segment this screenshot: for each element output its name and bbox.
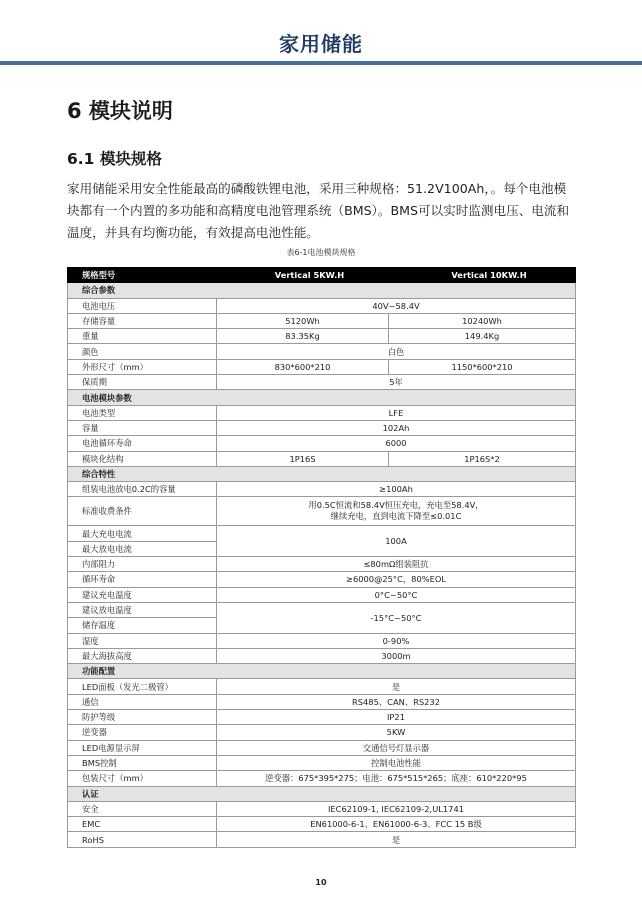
row-label: 重量: [68, 329, 217, 344]
row-label: 保质期: [68, 375, 217, 390]
section-row-general: [68, 283, 576, 298]
row-label: 存储容量: [68, 313, 217, 328]
table-row: [68, 497, 576, 526]
row-label: 逆变器: [68, 725, 217, 740]
row-value: IEC62109-1, IEC62109-2,UL1741: [217, 801, 576, 816]
row-value-5kwh: 5120Wh: [217, 313, 389, 328]
row-value: 102Ah: [217, 420, 576, 435]
row-value: 3000m: [217, 648, 576, 663]
row-label: 外形尺寸（mm）: [68, 359, 217, 374]
table-row: [68, 557, 576, 572]
table-row: [68, 572, 576, 587]
row-value-5kwh: 83.35Kg: [217, 329, 389, 344]
row-label: LED面板（发光二极管）: [68, 679, 217, 694]
page-header: [0, 0, 642, 66]
row-value-5kwh: 830*600*210: [217, 359, 389, 374]
row-label: 颜色: [68, 344, 217, 359]
row-label: 最大海拔高度: [68, 648, 217, 663]
row-value: 是: [217, 679, 576, 694]
subsection-title: 6.1 模块规格: [67, 150, 162, 168]
row-value: LFE: [217, 405, 576, 420]
header-rule: [0, 61, 642, 65]
row-value: 100A: [217, 526, 576, 557]
section-label: 综合特性: [68, 466, 576, 481]
col-header-model: 规格型号: [68, 268, 217, 283]
section-row-characteristics: [68, 466, 576, 481]
row-label: 建议充电温度: [68, 587, 217, 602]
table-header-row: [68, 268, 576, 283]
row-label: 电池类型: [68, 405, 217, 420]
header-title: 家用储能: [279, 32, 363, 56]
table-row: [68, 771, 576, 786]
row-value: ≥100Ah: [217, 482, 576, 497]
row-label: 标准收费条件: [68, 497, 217, 526]
section-row-certification: [68, 786, 576, 801]
table-row: [68, 451, 576, 466]
row-value: -15°C~50°C: [217, 602, 576, 633]
page-number: 10: [315, 878, 327, 887]
table-row: [68, 405, 576, 420]
intro-paragraph: 家用储能采用安全性能最高的磷酸铁锂电池，采用三种规格：51.2V100Ah，。每个电池模块都有一个内置的多功能和高精度电池管理系统（BMS）。BMS可以实时监测电压、电流和温度，并具有均衡功能，有效提高电池性能。: [67, 181, 570, 240]
row-value: EN61000-6-1、EN61000-6-3、FCC 15 B级: [217, 817, 576, 832]
section-label: 综合参数: [68, 283, 576, 298]
charge-condition-line-2: 继续充电，直到电流下降至≤0.01C: [330, 511, 462, 522]
row-label: 电池电压: [68, 298, 217, 313]
row-label: 组装电池放电0.2C的容量: [68, 482, 217, 497]
table-row: [68, 602, 576, 617]
section-label: 认证: [68, 786, 576, 801]
row-label: 最大放电电流: [68, 541, 217, 556]
section-label: 功能配置: [68, 664, 576, 679]
charge-condition-line-1: 用0.5C恒流和58.4V恒压充电，充电至58.4V，: [308, 500, 484, 511]
table-row: [68, 710, 576, 725]
row-value-10kwh: 1150*600*210: [389, 359, 576, 374]
row-value: RS485、CAN、RS232: [217, 694, 576, 709]
row-label: EMC: [68, 817, 217, 832]
row-label: 安全: [68, 801, 217, 816]
table-row: [68, 298, 576, 313]
row-label: 建议放电温度: [68, 602, 217, 617]
row-value: ≤80mΩ组装阻抗: [217, 557, 576, 572]
row-label: 储存温度: [68, 618, 217, 633]
table-row: [68, 359, 576, 374]
table-row: [68, 420, 576, 435]
row-label: 湿度: [68, 633, 217, 648]
row-label: 内部阻力: [68, 557, 217, 572]
row-value: IP21: [217, 710, 576, 725]
table-row: [68, 694, 576, 709]
row-label: 最大充电电流: [68, 526, 217, 541]
row-value: ≥6000@25°C，80%EOL: [217, 572, 576, 587]
row-label: 防护等级: [68, 710, 217, 725]
table-row: [68, 313, 576, 328]
row-value: 40V~58.4V: [217, 298, 576, 313]
table-row: [68, 740, 576, 755]
section-label: 电池模块参数: [68, 390, 576, 405]
table-row: [68, 679, 576, 694]
col-header-10kwh: Vertical 10KW.H: [389, 268, 576, 283]
table-row: [68, 587, 576, 602]
row-value: 5年: [217, 375, 576, 390]
row-value: 控制电池性能: [217, 755, 576, 770]
row-value: 是: [217, 832, 576, 847]
row-value: 5KW: [217, 725, 576, 740]
table-row: [68, 648, 576, 663]
row-label: 通信: [68, 694, 217, 709]
row-label: BMS控制: [68, 755, 217, 770]
section-title: 6 模块说明: [67, 99, 173, 123]
row-label: 电池循环寿命: [68, 436, 217, 451]
table-row: [68, 755, 576, 770]
row-label: 模块化结构: [68, 451, 217, 466]
row-label: 包装尺寸（mm）: [68, 771, 217, 786]
table-row: [68, 817, 576, 832]
table-row: [68, 633, 576, 648]
row-label: 循环寿命: [68, 572, 217, 587]
row-value: 6000: [217, 436, 576, 451]
table-row: [68, 832, 576, 847]
row-value-10kwh: 1P16S*2: [389, 451, 576, 466]
row-value-10kwh: 10240Wh: [389, 313, 576, 328]
table-row: [68, 329, 576, 344]
table-row: [68, 482, 576, 497]
table-row: [68, 436, 576, 451]
row-label: RoHS: [68, 832, 217, 847]
table-caption: 表6-1电池模块规格: [286, 248, 356, 257]
table-row: [68, 375, 576, 390]
col-header-5kwh: Vertical 5KW.H: [217, 268, 389, 283]
row-value: 白色: [217, 344, 576, 359]
table-row: [68, 725, 576, 740]
row-value: 0-90%: [217, 633, 576, 648]
row-value: 0°C~50°C: [217, 587, 576, 602]
table-row: [68, 526, 576, 541]
row-value: 逆变器：675*395*275；电池：675*515*265；底座：610*220*95: [217, 771, 576, 786]
section-row-battery-module: [68, 390, 576, 405]
table-row: [68, 344, 576, 359]
spec-table: [67, 267, 576, 848]
row-label: LED电源显示屏: [68, 740, 217, 755]
section-row-function-config: [68, 664, 576, 679]
row-value-10kwh: 149.4Kg: [389, 329, 576, 344]
row-value: [217, 497, 576, 526]
row-value: 交通信号灯显示器: [217, 740, 576, 755]
row-label: 容量: [68, 420, 217, 435]
table-row: [68, 801, 576, 816]
row-value-5kwh: 1P16S: [217, 451, 389, 466]
